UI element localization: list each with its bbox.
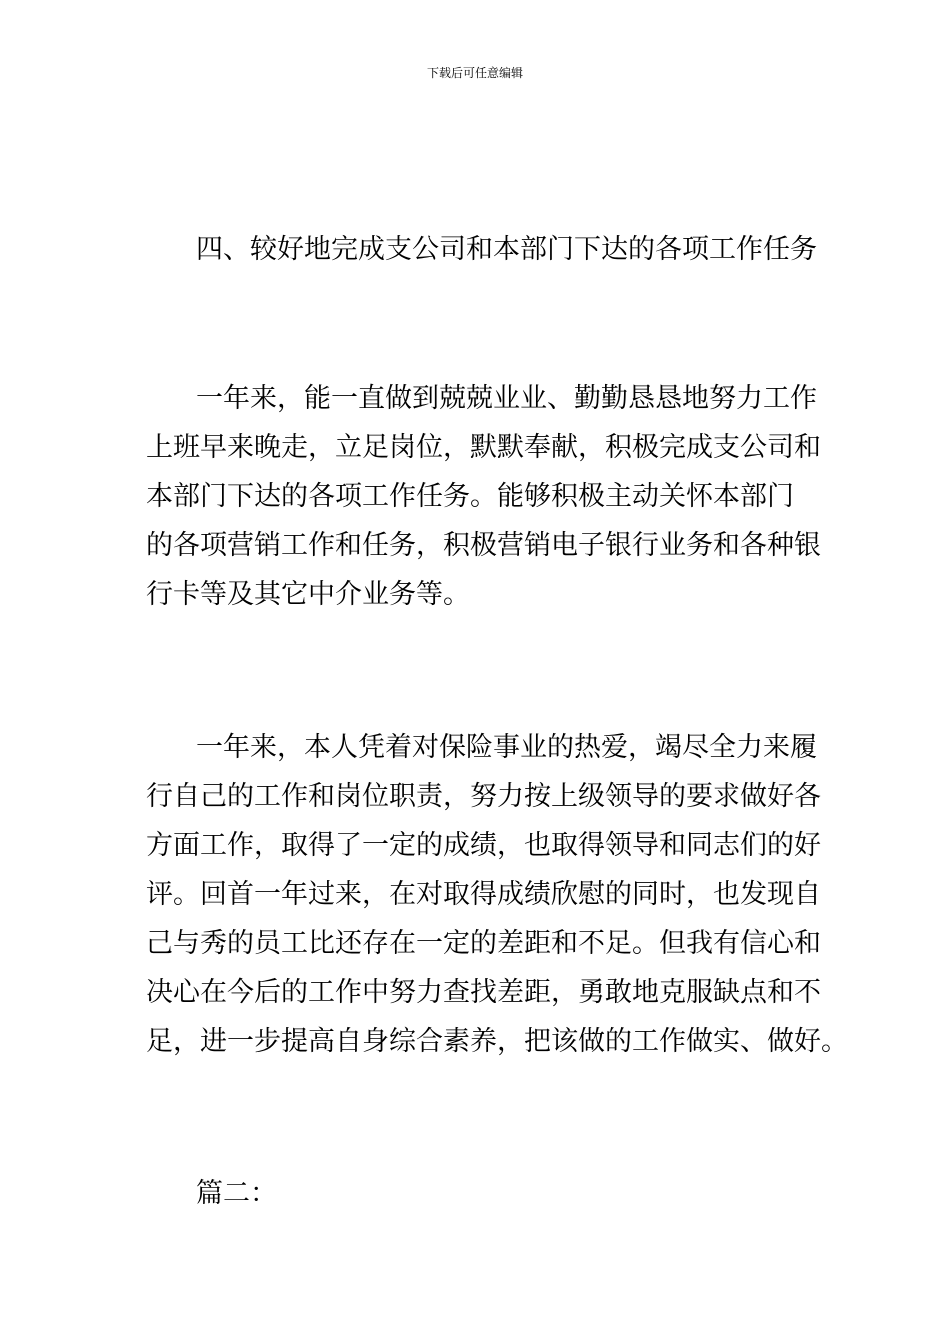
- paragraph-line: 方面工作，取得了一定的成绩，也取得领导和同志们的好: [146, 830, 821, 861]
- section-label: 篇二：: [196, 1178, 277, 1209]
- page-header-watermark: 下载后可任意编辑: [426, 66, 523, 80]
- paragraph-line: 行卡等及其它中介业务等。: [146, 579, 470, 610]
- paragraph-line: 一年来，能一直做到兢兢业业、勤勤恳恳地努力工作: [196, 383, 817, 414]
- paragraph-line: 一年来，本人凭着对保险事业的热爱，竭尽全力来履: [196, 732, 817, 763]
- paragraph-line: 本部门下达的各项工作任务。能够积极主动关怀本部门: [146, 481, 794, 512]
- paragraph-line: 的各项营销工作和任务，积极营销电子银行业务和各种银: [146, 530, 821, 561]
- paragraph-line: 行自己的工作和岗位职责，努力按上级领导的要求做好各: [146, 781, 821, 812]
- paragraph-line: 决心在今后的工作中努力查找差距，勇敢地克服缺点和不: [146, 977, 821, 1008]
- paragraph-line: 足，进一步提高自身综合素养，把该做的工作做实、做好。: [146, 1026, 848, 1057]
- paragraph-line: 己与秀的员工比还存在一定的差距和不足。但我有信心和: [146, 928, 821, 959]
- paragraph-1: [146, 374, 821, 619]
- section-heading: 四、较好地完成支公司和本部门下达的各项工作任务: [196, 234, 817, 265]
- paragraph-line: 上班早来晚走，立足岗位，默默奉献，积极完成支公司和: [146, 432, 821, 463]
- paragraph-line: 评。回首一年过来，在对取得成绩欣慰的同时，也发现自: [146, 879, 821, 910]
- paragraph-2: [146, 723, 848, 1066]
